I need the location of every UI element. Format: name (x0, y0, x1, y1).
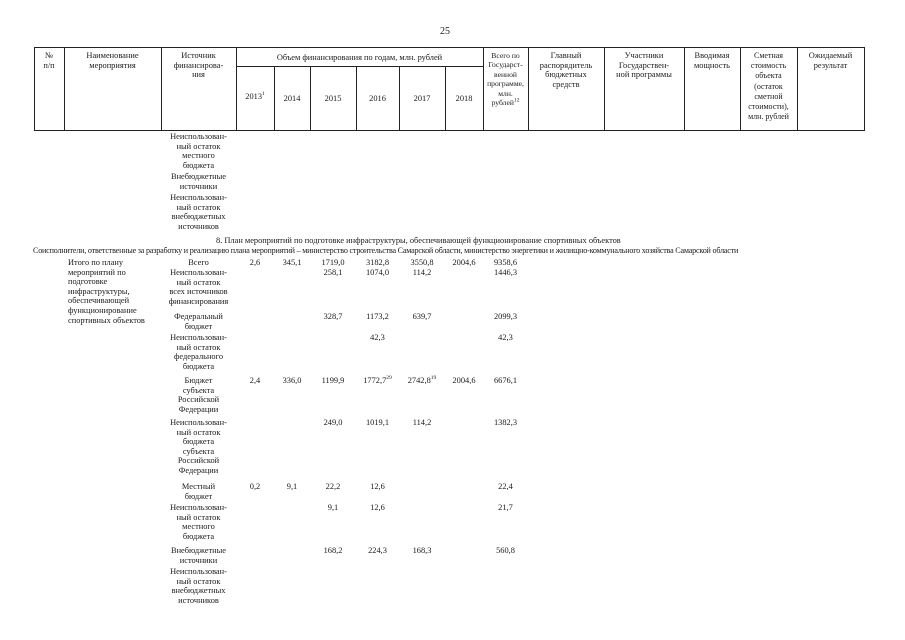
header-source: Источник финансирова- ния (173, 51, 224, 80)
row-total-2017: 3550,8 (410, 258, 434, 267)
row-local-remainder-2015: 9,1 (327, 503, 339, 512)
header-year-2014: 2014 (283, 94, 301, 103)
row-regional-2016: 1772,7$^{29}$ (363, 375, 392, 385)
row-regional-source: Бюджет субъекта Российской Федерации (177, 376, 220, 414)
measure-name: Итого по плану мероприятий по подготовке инфраструктуры, обеспечивающей функционирование спортивных объектов (68, 258, 145, 325)
header-capacity: Вводимая мощность (693, 51, 730, 70)
page-number: 25 (440, 26, 450, 37)
row-extrabudgetary-2015: 168,2 (323, 546, 343, 555)
row-all-remainder-source: Неиспользован- ный остаток всех источников финансирования (168, 268, 229, 306)
row-regional-2017: 2742,8$^{19}$ (407, 375, 437, 385)
row-federal-remainder-2016: 42,3 (370, 333, 385, 342)
header-number: № п/п (43, 51, 55, 70)
header-result: Ожидаемый результат (808, 51, 853, 70)
row-regional-remainder-source: Неиспользован- ный остаток бюджета субъекта Российской Федерации (170, 418, 227, 475)
row-regional-remainder-sum: 1382,3 (493, 418, 518, 427)
row-local-remainder-source: Неиспользован- ный остаток местного бюджета (170, 503, 227, 541)
row-regional-remainder-2015: 249,0 (323, 418, 343, 427)
row-local-remainder-2016: 12,6 (370, 503, 385, 512)
row-federal-remainder-source: Неиспользован- ный остаток федерального бюджета (170, 333, 227, 371)
row-local-source: Местный бюджет (181, 482, 216, 501)
row-regional-sum: 6676,1 (493, 376, 518, 385)
row-total-sum: 9358,6 (493, 258, 518, 267)
row-regional-2015: 1199,9 (321, 376, 345, 385)
section-title: 8. План мероприятий по подготовке инфраструктуры, обеспечивающей функционирование спортивных объектов (216, 236, 621, 245)
row-federal-2017: 639,7 (412, 312, 432, 321)
row-federal-remainder-sum: 42,3 (498, 333, 513, 342)
row-total-2013: 2,6 (249, 258, 261, 267)
row-extrabudgetary-2016: 224,3 (368, 546, 387, 555)
header-year-2018: 2018 (455, 94, 473, 103)
row-all-remainder-2016: 1074,0 (365, 268, 390, 277)
row-total-2016: 3182,8 (365, 258, 390, 267)
row-local-remainder-sum: 21,7 (498, 503, 513, 512)
row-local-2016: 12,6 (370, 482, 385, 491)
row-all-remainder-2017: 114,2 (412, 268, 432, 277)
row-extrabudgetary-source: Внебюджетные источники (170, 546, 227, 565)
row-local-2013: 0,2 (249, 482, 261, 491)
row-local-sum: 22,4 (498, 482, 513, 491)
row-total-2015: 1719,0 (321, 258, 345, 267)
row-extrabudgetary-remainder-source: Неиспользован- ный остаток внебюджетных источников (170, 567, 227, 605)
header-volume: Объем финансирования по годам, млн. рублей (276, 53, 443, 62)
row-local-2014: 9,1 (286, 482, 298, 491)
row-all-remainder-2015: 258,1 (323, 268, 343, 277)
carryover-source-extrabudgetary-remainder: Неиспользован- ный остаток внебюджетных источников (170, 193, 227, 231)
row-federal-2015: 328,7 (323, 312, 343, 321)
section-executors: Соисполнители, ответственные за разработку и реализацию плана мероприятий – министерство строительства Самарской области, министерство энергетики и жилищно-коммунального хозяйства Самарской области (33, 246, 739, 255)
header-name: Наименование мероприятия (86, 51, 139, 70)
row-federal-sum: 2099,3 (493, 312, 518, 321)
header-participants: Участники Государствен- ной программы (616, 51, 672, 80)
row-regional-remainder-2016: 1019,1 (365, 418, 390, 427)
row-regional-2013: 2,4 (249, 376, 261, 385)
row-total-source: Всего (188, 258, 209, 267)
carryover-source-local-remainder: Неиспользован- ный остаток местного бюджета (170, 132, 227, 170)
header-estimate: Сметная стоимость объекта (остаток сметной стоимости), млн. рублей (748, 51, 789, 122)
header-year-2015: 2015 (324, 94, 342, 103)
row-regional-2014: 336,0 (282, 376, 302, 385)
header-year-2016: 2016 (369, 94, 386, 103)
row-regional-2018: 2004,6 (452, 376, 476, 385)
row-total-2018: 2004,6 (452, 258, 476, 267)
row-total-2014: 345,1 (282, 258, 302, 267)
row-local-2015: 22,2 (325, 482, 341, 491)
row-federal-source: Федеральный бюджет (174, 312, 223, 331)
row-regional-remainder-2017: 114,2 (412, 418, 432, 427)
header-budget-manager: Главный распорядитель бюджетных средств (539, 51, 593, 89)
row-extrabudgetary-2017: 168,3 (412, 546, 432, 555)
col-line-15 (864, 47, 865, 131)
row-extrabudgetary-sum: 560,8 (496, 546, 515, 555)
row-all-remainder-sum: 1446,3 (493, 268, 518, 277)
header-total: Всего по Государст- венной программе, млн. рублей$^{12}$ (487, 51, 524, 108)
header-year-2017: 2017 (413, 94, 431, 103)
header-year-2013: 2013$^1$ (245, 91, 265, 101)
carryover-source-extrabudgetary: Внебюджетные источники (170, 172, 227, 191)
row-federal-2016: 1173,2 (366, 312, 389, 321)
